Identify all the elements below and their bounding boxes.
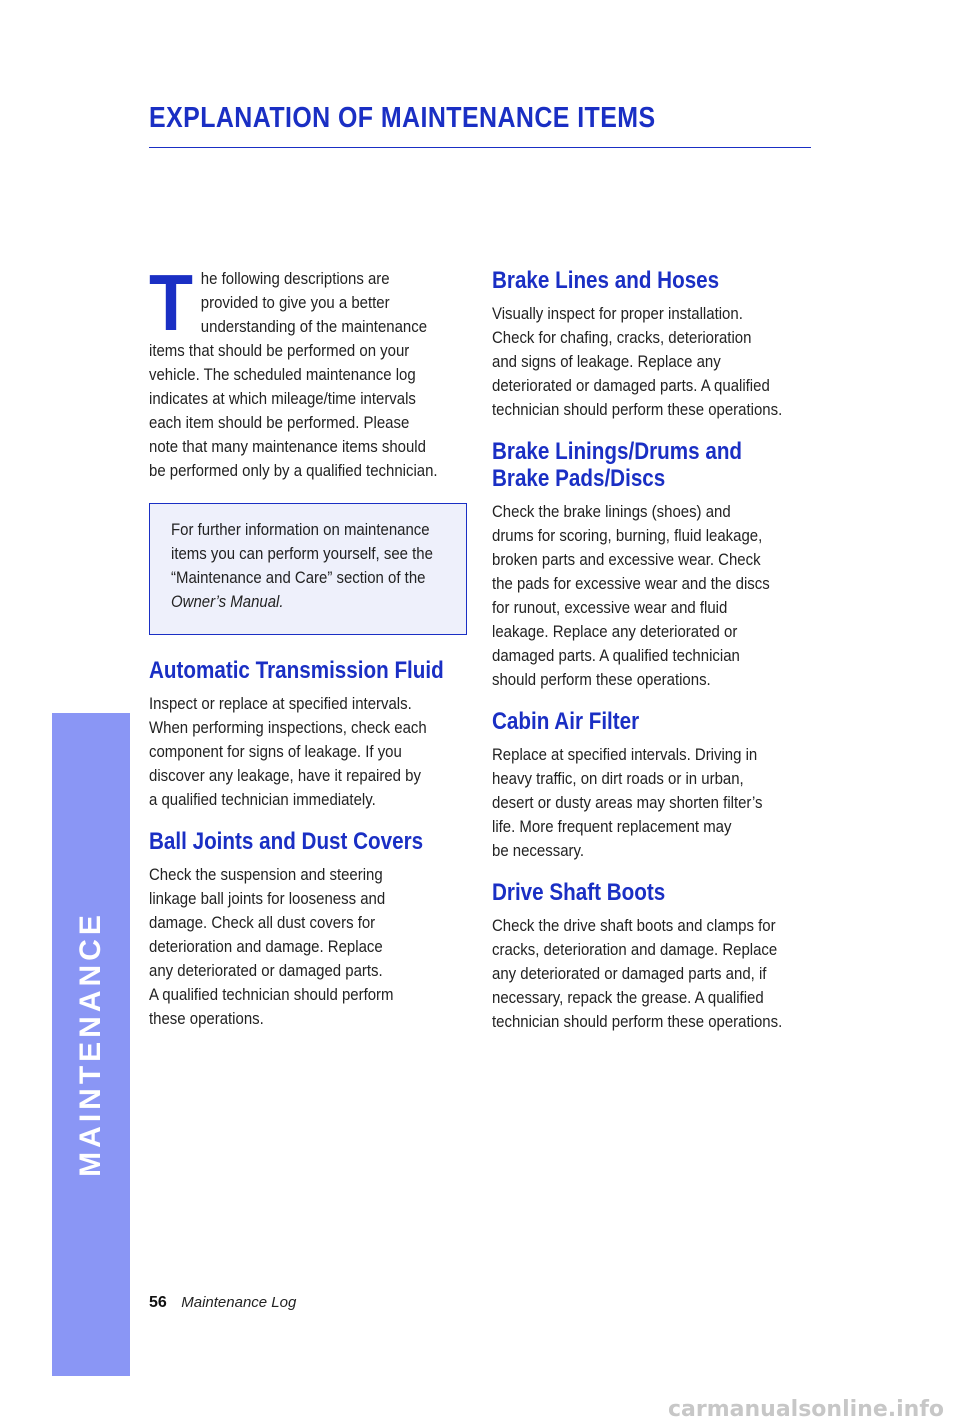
note-line: items you can perform yourself, see the (171, 544, 433, 563)
section-brake-lines-and-hoses (492, 267, 812, 422)
page-footer (149, 1294, 296, 1312)
section-heading: Cabin Air Filter (492, 708, 640, 735)
intro-line: understanding of the maintenance (200, 317, 428, 336)
body-line: When performing inspections, check each (149, 718, 427, 737)
section-heading: Automatic Transmission Fluid (149, 657, 444, 684)
body-line: these operations. (149, 1009, 264, 1028)
body-line: broken parts and excessive wear. Check (492, 550, 761, 569)
section-automatic-transmission-fluid (149, 657, 467, 812)
intro-line: be performed only by a qualified technician. (149, 461, 438, 480)
body-line: a qualified technician immediately. (149, 790, 376, 809)
body-line: be necessary. (492, 841, 585, 860)
body-line: cracks, deterioration and damage. Replace (492, 940, 778, 959)
body-line: component for signs of leakage. If you (149, 742, 402, 761)
section-ball-joints-and-dust-covers (149, 828, 467, 1031)
note-line: “Maintenance and Care” section of the (171, 568, 426, 587)
section-heading-continued: Brake Pads/Discs (492, 465, 666, 492)
intro-line: items that should be performed on your (149, 341, 410, 360)
section-heading: Brake Lines and Hoses (492, 267, 720, 294)
footer-label: Maintenance Log (181, 1294, 297, 1311)
body-line: A qualified technician should perform (149, 985, 394, 1004)
intro-line: each item should be performed. Please (149, 413, 410, 432)
section-cabin-air-filter (492, 708, 812, 863)
side-tab-label: MAINTENANCE (74, 911, 107, 1177)
body-line: Visually inspect for proper installation. (492, 304, 743, 323)
drop-cap: T (149, 258, 193, 347)
section-heading: Ball Joints and Dust Covers (149, 828, 424, 855)
body-line: life. More frequent replacement may (492, 817, 732, 836)
body-line: discover any leakage, have it repaired by (149, 766, 421, 785)
body-line: leakage. Replace any deteriorated or (492, 622, 738, 641)
body-line: any deteriorated or damaged parts and, if (492, 964, 767, 983)
section-brake-linings-drums-pads-discs (492, 438, 812, 692)
note-box (149, 503, 467, 635)
page-title: EXPLANATION OF MAINTENANCE ITEMS (149, 102, 656, 134)
page-number: 56 (149, 1294, 167, 1311)
body-line: damage. Check all dust covers for (149, 913, 376, 932)
section-heading: Brake Linings/Drums and (492, 438, 743, 465)
left-column (149, 258, 467, 1031)
body-line: the pads for excessive wear and the discs (492, 574, 770, 593)
body-line: linkage ball joints for looseness and (149, 889, 386, 908)
body-line: necessary, repack the grease. A qualified (492, 988, 764, 1007)
intro-line: vehicle. The scheduled maintenance log (149, 365, 416, 384)
body-line: Check the brake linings (shoes) and (492, 502, 731, 521)
body-line: technician should perform these operations. (492, 400, 783, 419)
right-column (492, 267, 812, 1034)
body-line: deteriorated or damaged parts. A qualified (492, 376, 770, 395)
body-line: drums for scoring, burning, fluid leakage, (492, 526, 763, 545)
intro-line: provided to give you a better (200, 293, 390, 312)
note-line: For further information on maintenance (171, 520, 430, 539)
body-line: deterioration and damage. Replace (149, 937, 383, 956)
body-line: Inspect or replace at specified intervals. (149, 694, 412, 713)
body-line: damaged parts. A qualified technician (492, 646, 740, 665)
intro-line: indicates at which mileage/time intervals (149, 389, 416, 408)
body-line: desert or dusty areas may shorten filter’s (492, 793, 763, 812)
body-line: Check the suspension and steering (149, 865, 383, 884)
body-line: Check for chafing, cracks, deterioration (492, 328, 752, 347)
body-line: and signs of leakage. Replace any (492, 352, 721, 371)
section-heading: Drive Shaft Boots (492, 879, 666, 906)
body-line: should perform these operations. (492, 670, 711, 689)
section-drive-shaft-boots (492, 879, 812, 1034)
intro-line: note that many maintenance items should (149, 437, 426, 456)
title-divider (149, 147, 811, 148)
body-line: Replace at specified intervals. Driving in (492, 745, 758, 764)
body-line: Check the drive shaft boots and clamps for (492, 916, 776, 935)
body-line: any deteriorated or damaged parts. (149, 961, 383, 980)
body-line: technician should perform these operations. (492, 1012, 783, 1031)
intro-line: he following descriptions are (200, 269, 390, 288)
watermark: carmanualsonline.info (668, 1397, 944, 1422)
note-manual-reference: Owner’s Manual. (171, 592, 284, 611)
body-line: heavy traffic, on dirt roads or in urban, (492, 769, 744, 788)
body-line: for runout, excessive wear and fluid (492, 598, 728, 617)
intro-paragraph (149, 258, 467, 483)
